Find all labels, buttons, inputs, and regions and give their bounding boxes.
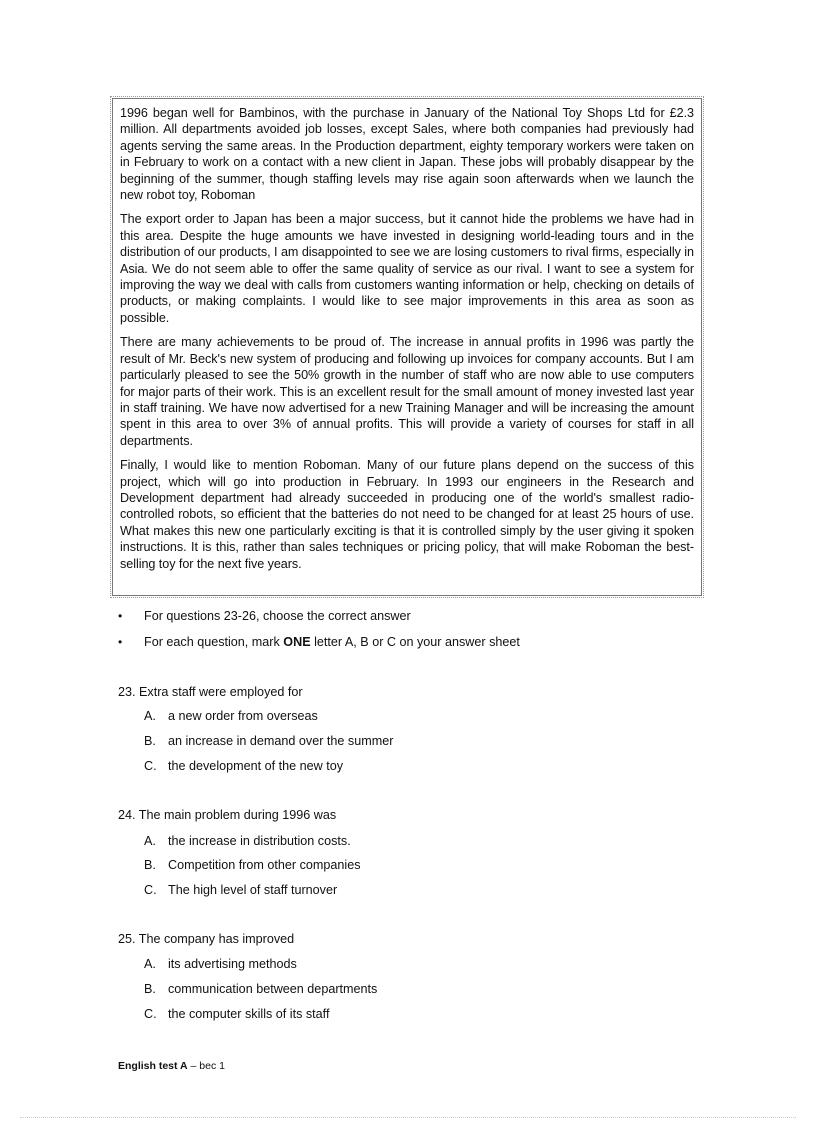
question-23-option-b[interactable] bbox=[144, 733, 393, 749]
option-letter: C. bbox=[144, 1007, 157, 1021]
option-text: Competition from other companies bbox=[168, 858, 361, 872]
option-text: The high level of staff turnover bbox=[168, 883, 338, 897]
question-25-option-c[interactable] bbox=[144, 1006, 329, 1022]
question-24-option-a[interactable] bbox=[144, 833, 351, 849]
footer-code: – bec 1 bbox=[187, 1060, 225, 1072]
question-25-option-b[interactable] bbox=[144, 981, 377, 997]
page-bottom-divider bbox=[20, 1117, 796, 1118]
question-24-option-b[interactable] bbox=[144, 857, 361, 873]
option-letter: C. bbox=[144, 883, 157, 897]
passage-paragraph-2: The export order to Japan has been a major success, but it cannot hide the problems we have had in this area. Despite the huge amounts we have invested in designing world-leading tours and in the distribution of our products, I am disappointed to see we are losing customers to rival firms, especially in Asia. We do not seem able to offer the same quality of service as our rival. I want to see a system for improving the way we deal with calls from customers wanting information or help, checking on details of products, or making complaints. I would like to see major improvements in this area as soon as possible. bbox=[120, 212, 694, 325]
option-text: its advertising methods bbox=[168, 957, 297, 971]
question-23-option-c[interactable] bbox=[144, 758, 343, 774]
passage-paragraph-3: There are many achievements to be proud of. The increase in annual profits in 1996 was partly the result of Mr. Beck's new system of producing and following up invoices for company accounts. But I am particularly pleased to see the 50% growth in the number of staff who are now able to use computers for major parts of their work. This is an excellent result for the small amount of money invested last year in staff training. We have now advertised for a new Training Manager and will be increasing the amount spent in this area to over 3% of annual profits. This will provide a variety of courses for staff in all departments. bbox=[120, 335, 694, 448]
instruction-1-text: For questions 23-26, choose the correct answer bbox=[144, 609, 411, 623]
passage-paragraph-1: 1996 began well for Bambinos, with the purchase in January of the National Toy Shops Ltd for £2.3 million. All departments avoided job losses, except Sales, where both companies had previously had agents serving the same areas. In the Production department, eighty temporary workers were taken on in February to work on a contact with a new client in Japan. These jobs will probably disappear by the beginning of the summer, though staffing levels may rise again soon afterwards when we launch the new robot toy, Roboman bbox=[120, 106, 694, 203]
question-25-option-a[interactable] bbox=[144, 956, 297, 972]
question-24-stem: 24. The main problem during 1996 was bbox=[118, 808, 337, 822]
passage-paragraph-4: Finally, I would like to mention Roboman. Many of our future plans depend on the success of this project, which will go into production in February. In 1993 our engineers in the Research and Development department had already succeeded in producing one of the world's smallest radio-controlled robots, so efficient that the batteries do not need to be changed for at least 25 hours of use. What makes this new one particularly exciting is that it is controlled simply by the user giving it spoken instructions. It is this, rather than sales techniques or pricing policy, that will make Roboman the best-selling toy for the next five years. bbox=[120, 458, 694, 571]
option-letter: A. bbox=[144, 834, 156, 848]
option-letter: B. bbox=[144, 734, 156, 748]
question-23-option-a[interactable] bbox=[144, 708, 318, 724]
option-text: an increase in demand over the summer bbox=[168, 734, 394, 748]
instruction-2 bbox=[118, 634, 520, 650]
bullet-icon: • bbox=[118, 635, 123, 649]
option-letter: C. bbox=[144, 759, 157, 773]
option-letter: A. bbox=[144, 957, 156, 971]
question-25-stem: 25. The company has improved bbox=[118, 932, 295, 946]
option-letter: B. bbox=[144, 858, 156, 872]
option-text: communication between departments bbox=[168, 982, 378, 996]
page-footer bbox=[118, 1060, 225, 1072]
option-text: the development of the new toy bbox=[168, 759, 344, 773]
instruction-1 bbox=[118, 608, 411, 624]
question-23-stem: 23. Extra staff were employed for bbox=[118, 685, 303, 699]
option-letter: A. bbox=[144, 709, 156, 723]
instruction-2-emphasis: ONE bbox=[283, 635, 311, 649]
option-text: the increase in distribution costs. bbox=[168, 834, 351, 848]
reading-passage-box bbox=[112, 98, 702, 596]
bullet-icon: • bbox=[118, 609, 123, 623]
footer-title: English test A bbox=[118, 1060, 188, 1072]
option-text: a new order from overseas bbox=[168, 709, 318, 723]
instruction-2-post: letter A, B or C on your answer sheet bbox=[310, 635, 520, 649]
option-letter: B. bbox=[144, 982, 156, 996]
instruction-2-pre: For each question, mark bbox=[144, 635, 284, 649]
question-24-option-c[interactable] bbox=[144, 882, 337, 898]
option-text: the computer skills of its staff bbox=[168, 1007, 330, 1021]
